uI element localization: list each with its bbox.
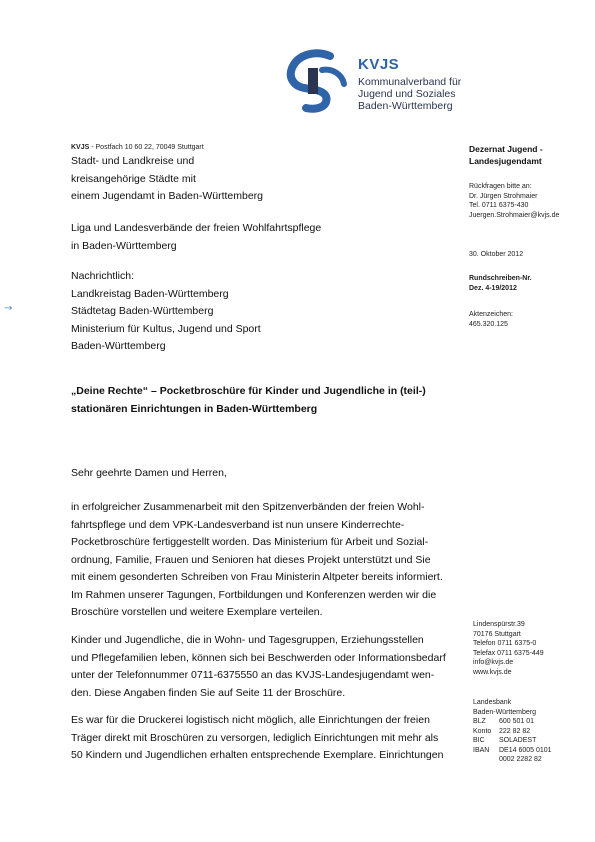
sender-address: - Postfach 10 60 22, 70049 Stuttgart — [89, 144, 204, 151]
kvjs-logo-mark-icon — [286, 48, 352, 114]
letter-date: 30. Oktober 2012 — [469, 251, 524, 258]
sender-line — [71, 144, 204, 151]
bank-value: 222 82 82 — [499, 727, 531, 735]
text-line: Broschüre vorstellen und weitere Exemplare verteilen. — [71, 606, 323, 618]
address-website: www.kvjs.de — [473, 668, 512, 676]
recipient-line: Nachrichtlich: — [71, 270, 135, 282]
paragraph-2 — [71, 632, 463, 702]
bank-value: DE14 6005 0101 — [499, 746, 552, 754]
department-line: Landesjugendamt — [469, 155, 542, 166]
bank-key — [473, 755, 499, 765]
recipient-line: Stadt- und Landkreise und — [71, 155, 195, 167]
recipient-line: einem Jugendamt in Baden-Württemberg — [71, 190, 264, 202]
recipient-block-3 — [71, 268, 261, 356]
recipient-line: kreisangehörige Städte mit — [71, 172, 196, 185]
org-subtitle-line: Kommunalverband für — [358, 76, 462, 88]
recipient-line: Liga und Landesverbände der freien Wohlfahrtspflege — [71, 222, 322, 234]
recipient-block-1 — [71, 153, 263, 206]
bank-name-line: Landesbank — [473, 699, 512, 706]
department-line: Dezernat Jugend - — [469, 144, 543, 154]
text-line: den. Diese Angaben finden Sie auf Seite 11 der Broschüre. — [71, 686, 346, 699]
bank-key: Konto — [473, 727, 492, 735]
circular-value: Dez. 4-19/2012 — [469, 284, 517, 292]
contact-block — [469, 182, 559, 220]
contact-line: Rückfragen bitte an: — [469, 183, 532, 190]
recipient-block-2 — [71, 220, 321, 255]
circular-number — [469, 274, 532, 293]
text-line: Im Rahmen unserer Tagungen, Fortbildungen und Konferenzen werden wir die — [71, 588, 437, 601]
subject — [71, 383, 471, 418]
bank-row — [473, 727, 552, 737]
contact-email: Juergen.Strohmaier@kvjs.de — [469, 211, 560, 219]
bank-name-line: Baden-Württemberg — [473, 708, 537, 716]
subject-line: stationären Einrichtungen in Baden-Württemberg — [71, 402, 318, 415]
org-subtitle-line: Jugend und Soziales — [358, 88, 456, 100]
department — [469, 144, 543, 167]
circular-label: Rundschreiben-Nr. — [469, 275, 532, 282]
sender-name: KVJS — [71, 144, 90, 151]
address-line: 70176 Stuttgart — [473, 630, 521, 638]
text-line: Kinder und Jugendliche, die in Wohn- und Tagesgruppen, Erziehungsstellen — [71, 634, 424, 646]
recipient-line: Baden-Württemberg — [71, 340, 166, 352]
address-line: Lindenspürstr.39 — [473, 621, 525, 628]
contact-line: Tel. 0711 6375-430 — [469, 202, 529, 209]
text-line: ordnung, Familie, Frauen und Senioren hat dieses Projekt unterstützt und Sie — [71, 553, 431, 566]
bank-value: SOLADEST — [499, 737, 537, 744]
office-address — [473, 620, 544, 677]
text-line: fahrtspflege und dem VPK-Landesverband ist nun unsere Kinderrechte- — [71, 518, 405, 531]
recipient-line: in Baden-Württemberg — [71, 239, 177, 252]
bank-row — [473, 717, 552, 727]
bank-key: BIC — [473, 737, 485, 744]
text-line: Pocketbroschüre fertiggestellt worden. Das Ministerium für Arbeit und Sozial- — [71, 536, 429, 548]
subject-line: „Deine Rechte“ – Pocketbroschüre für Kinder und Jugendliche in (teil-) — [71, 385, 426, 397]
file-reference-value: 465.320.125 — [469, 320, 508, 328]
paragraph-1 — [71, 499, 463, 622]
address-line: Telefon 0711 6375-0 — [473, 640, 537, 647]
address-line: Telefax 0711 6375-449 — [473, 649, 544, 657]
org-name: KVJS — [358, 56, 400, 73]
kvjs-logo — [286, 48, 486, 128]
text-line: Träger direkt mit Broschüren zu versorgen, lediglich Einrichtungen mit mehr als — [71, 731, 439, 744]
file-reference — [469, 310, 513, 329]
bank-value: 0002 2282 82 — [499, 756, 542, 763]
text-line: 50 Kindern und Jugendlichen erhalten entsprechende Exemplare. Einrichtungen — [71, 749, 444, 761]
bank-key: BLZ — [473, 718, 486, 725]
file-reference-label: Aktenzeichen: — [469, 311, 513, 318]
text-line: und Pflegefamilien leben, können sich bei Beschwerden oder Informationsbedarf — [71, 651, 446, 664]
text-line: unter der Telefonnummer 0711-6375550 an das KVJS-Landesjugendamt wen- — [71, 669, 435, 681]
contact-line: Dr. Jürgen Strohmaier — [469, 192, 538, 200]
recipient-line: Ministerium für Kultus, Jugend und Sport — [71, 322, 261, 335]
bank-details — [473, 698, 552, 765]
text-line: mit einem gesonderten Schreiben von Frau Ministerin Altpeter bereits informiert. — [71, 571, 443, 583]
bank-row — [473, 746, 552, 756]
recipient-line: Städtetag Baden-Württemberg — [71, 305, 214, 317]
bank-row — [473, 736, 552, 746]
address-email: info@kvjs.de — [473, 659, 514, 666]
fold-mark-icon: → — [4, 303, 13, 314]
bank-key: IBAN — [473, 746, 490, 754]
recipient-line: Landkreistag Baden-Württemberg — [71, 287, 229, 300]
text-line: Es war für die Druckerei logistisch nicht möglich, alle Einrichtungen der freien — [71, 714, 430, 726]
org-subtitle-line: Baden-Württemberg — [358, 100, 453, 112]
salutation: Sehr geehrte Damen und Herren, — [71, 467, 227, 479]
org-subtitle — [358, 76, 461, 112]
bank-row — [473, 755, 552, 765]
paragraph-3 — [71, 712, 463, 765]
text-line: in erfolgreicher Zusammenarbeit mit den Spitzenverbänden der freien Wohl- — [71, 501, 425, 513]
bank-value: 600 501 01 — [499, 718, 535, 725]
